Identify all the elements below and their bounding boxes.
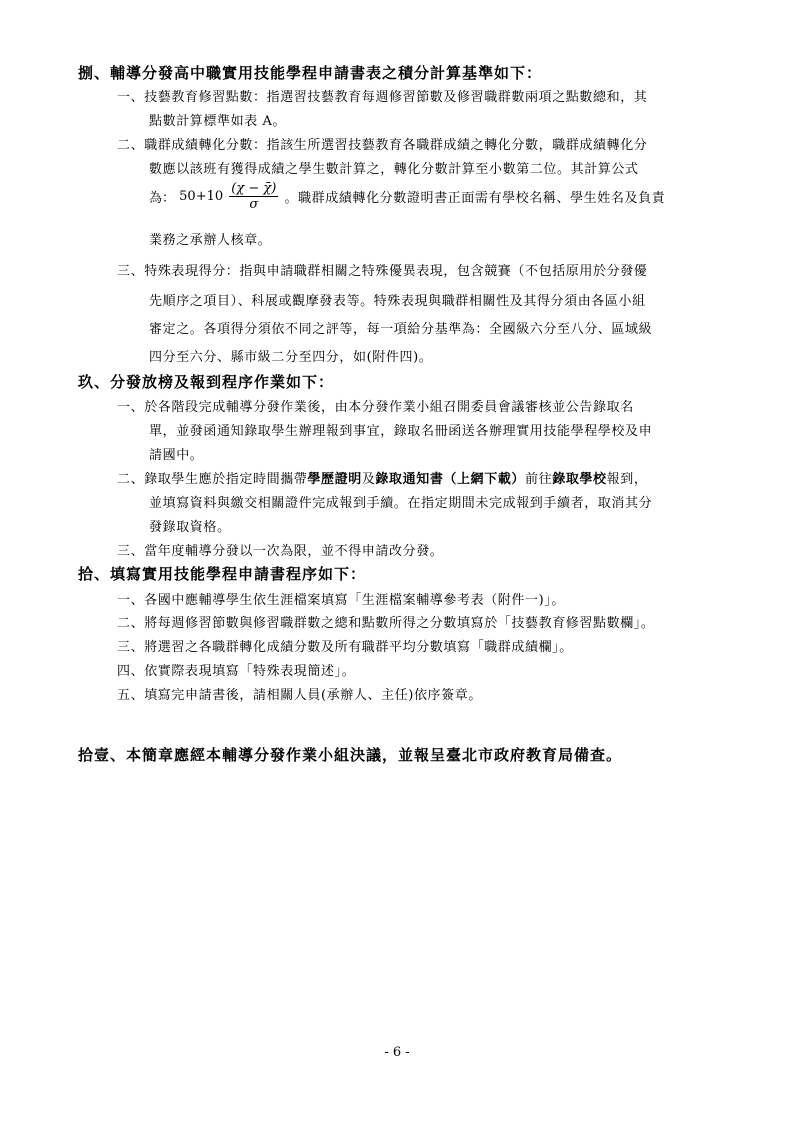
text-segment: 及 (361, 472, 376, 487)
formula-lead: 50+10 (179, 189, 224, 204)
formula-denominator: σ (249, 197, 259, 212)
section-heading-eight: 捌、輔導分發高中職實用技能學程申請書表之積分計算基準如下： (78, 64, 543, 82)
text-segment: 二、錄取學生應於指定時間攜帶 (117, 472, 308, 487)
text-segment: 報到， (606, 472, 648, 487)
text-segment: 前往 (525, 472, 553, 487)
formula-prefix: 為： (149, 191, 176, 206)
list-item-continuation: 先順序之項目）、科展或觀摩發表等。特殊表現與職群相關性及其得分須由各區小組 (149, 294, 646, 309)
list-item: 一、於各階段完成輔導分發作業後，由本分發作業小組召開委員會議審核並公告錄取名 (117, 400, 634, 415)
list-item: 四、依實際表現填寫「特殊表現簡述」。 (117, 664, 356, 679)
list-item-continuation: 並填寫資料與繳交相關證件完成報到手續。在指定期間未完成報到手續者，取消其分 (149, 496, 653, 511)
list-item: 三、當年度輔導分發以一次為限，並不得申請改分發。 (117, 544, 444, 559)
list-item-continuation: 點數計算標準如表 A。 (149, 114, 287, 129)
list-item-continuation: 審定之。各項得分須依不同之評等，每一項給分基準為：全國級六分至八分、區域級 (149, 322, 653, 337)
list-item-continuation: 單，並發函通知錄取學生辦理報到事宜，錄取名冊函送各辦理實用技能學程學校及申 (149, 424, 653, 439)
list-item: 二、將每週修習節數與修習職群數之總和點數所得之分數填寫於「技藝教育修習點數欄」。 (117, 616, 655, 631)
list-item: 三、特殊表現得分：指與申請職群相關之特殊優異表現，包含競賽（不包括原用於分發優 (117, 264, 648, 279)
formula-trailing-text: 。職群成績轉化分數證明書正面需有學校名稱、學生姓名及負責 (284, 191, 666, 206)
section-heading-eleven: 拾壹、本簡章應經本輔導分發作業小組決議，並報呈臺北市政府教育局備查。 (78, 746, 623, 764)
formula-fraction (229, 181, 278, 212)
bold-text: 學歷證明 (307, 472, 362, 487)
list-item: 一、技藝教育修習點數：指選習技藝教育每週修習節數及修習職群數兩項之點數總和，其 (117, 90, 648, 105)
list-item: 三、將選習之各職群轉化成績分數及所有職群平均分數填寫「職群成績欄」。 (117, 640, 573, 655)
list-item-continuation: 四分至六分、縣市級二分至四分，如(附件四)。 (149, 350, 433, 365)
bold-text: 錄取學校 (552, 472, 607, 487)
formula-numerator: (χ − χ̄) (231, 181, 277, 196)
list-item: 五、填寫完申請書後，請相關人員(承辦人、主任)依序簽章。 (117, 688, 482, 703)
bold-text: 錄取通知書（上網下載） (375, 472, 526, 487)
list-item-continuation: 請國中。 (149, 448, 204, 463)
formula-line (149, 181, 665, 221)
section-heading-ten: 拾、填寫實用技能學程申請書程序如下： (78, 565, 367, 583)
page-number: - 6 - (384, 1045, 410, 1060)
list-item-continuation: 發錄取資格。 (149, 520, 231, 535)
section-heading-nine: 玖、分發放榜及報到程序作業如下： (78, 373, 335, 391)
list-item (117, 468, 647, 487)
list-item: 二、職群成績轉化分數：指該生所選習技藝教育各職群成績之轉化分數，職群成績轉化分 (117, 138, 648, 153)
list-item: 一、各國中應輔導學生依生涯檔案填寫「生涯檔案輔導參考表（附件一)」。 (117, 593, 565, 608)
list-item-continuation: 業務之承辦人核章。 (149, 233, 272, 248)
list-item-continuation: 數應以該班有獲得成績之學生數計算之，轉化分數計算至小數第二位。其計算公式 (149, 162, 639, 177)
